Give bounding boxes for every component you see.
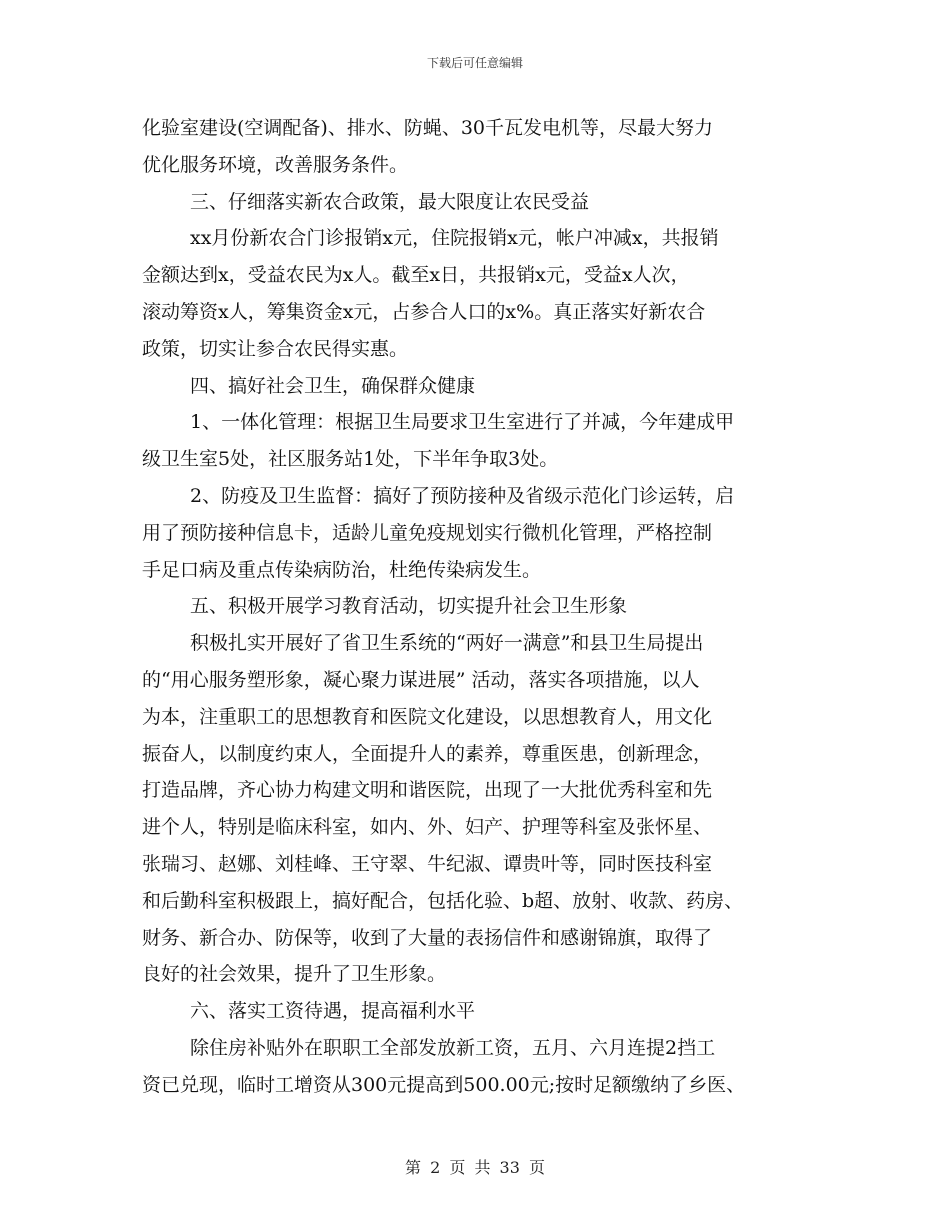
text-line: 化验室建设(空调配备)、排水、防蝇、30千瓦发电机等，尽最大努力 [142, 117, 714, 139]
text-line: 资已兑现，临时工增资从300元提高到500.00元;按时足额缴纳了乡医、 [142, 1073, 746, 1096]
text-line: 除住房补贴外在职职工全部发放新工资，五月、六月连提2挡工 [190, 1036, 716, 1059]
text-line: 三、仔细落实新农合政策，最大限度让农民受益 [190, 190, 590, 213]
text-line: 用了预防接种信息卡，适龄儿童免疫规划实行微机化管理，严格控制 [142, 521, 713, 544]
text-line: xx月份新农合门诊报销x元，住院报销x元，帐户冲减x，共报销 [190, 227, 719, 250]
text-line: 五、积极开展学习教育活动，切实提升社会卫生形象 [190, 595, 628, 618]
text-line: 良好的社会效果，提升了卫生形象。 [142, 963, 447, 986]
text-line: 手足口病及重点传染病防治，杜绝传染病发生。 [142, 558, 542, 581]
text-line: 振奋人，以制度约束人，全面提升人的素养，尊重医患，创新理念， [142, 742, 713, 765]
text-line: 政策，切实让参合农民得实惠。 [142, 337, 409, 360]
text-line: 1、一体化管理：根据卫生局要求卫生室进行了并减，今年建成甲 [190, 411, 735, 434]
text-line: 为本，注重职工的思想教育和医院文化建设，以思想教育人，用文化 [142, 705, 713, 728]
text-line: 张瑞习、赵娜、刘桂峰、王守翠、牛纪淑、谭贵叶等，同时医技科室 [142, 852, 713, 875]
text-line: 财务、新合办、防保等，收到了大量的表扬信件和感谢锦旗，取得了 [142, 926, 713, 949]
text-line: 六、落实工资待遇，提高福利水平 [190, 1000, 476, 1023]
text-line: 的“用心服务塑形象，凝心聚力谋进展” 活动，落实各项措施，以人 [142, 668, 700, 691]
text-line: 金额达到x，受益农民为x人。截至x日，共报销x元，受益x人次， [142, 264, 690, 287]
text-line: 进个人，特别是临床科室，如内、外、妇产、护理等科室及张怀星、 [142, 816, 713, 839]
text-line: 打造品牌，齐心协力构建文明和谐医院，出现了一大批优秀科室和先 [142, 779, 713, 802]
text-line: 和后勤科室积极跟上，搞好配合，包括化验、b超、放射、收款、药房、 [142, 889, 744, 912]
text-line: 2、防疫及卫生监督：搞好了预防接种及省级示范化门诊运转，启 [190, 484, 735, 507]
text-line: 四、搞好社会卫生，确保群众健康 [190, 374, 476, 397]
text-line: 优化服务环境，改善服务条件。 [142, 153, 409, 176]
page-header: 下载后可任意编辑 [426, 56, 523, 70]
text-line: 级卫生室5处，社区服务站1处，下半年争取3处。 [142, 448, 559, 471]
text-line: 滚动筹资x人，筹集资金x元，占参合人口的x%。真正落实好新农合 [142, 300, 706, 323]
page-number-footer: 第 2 页 共 33 页 [405, 1158, 545, 1177]
text-line: 积极扎实开展好了省卫生系统的“两好一满意”和县卫生局提出 [190, 632, 704, 655]
document-body [142, 110, 832, 1104]
